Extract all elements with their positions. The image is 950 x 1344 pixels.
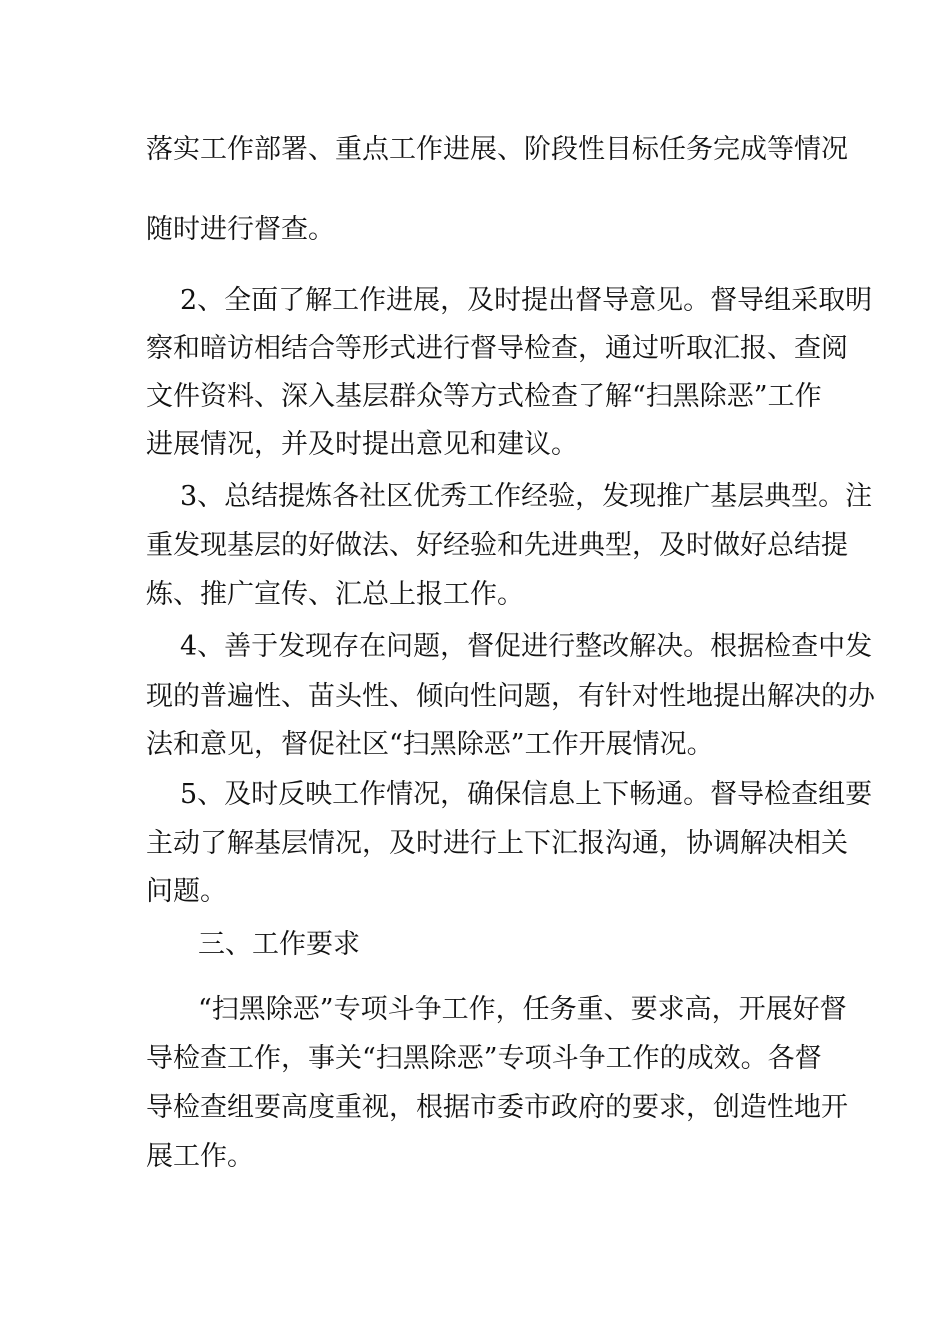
text-line: 进展情况，并及时提出意见和建议。 xyxy=(146,429,578,460)
text-line: 察和暗访相结合等形式进行督导检查，通过听取汇报、查阅 xyxy=(146,333,848,364)
text-line: 法和意见，督促社区“扫黑除恶”工作开展情况。 xyxy=(146,729,714,760)
text-line: 随时进行督查。 xyxy=(146,214,335,245)
text-line: 重发现基层的好做法、好经验和先进典型，及时做好总结提 xyxy=(146,530,848,561)
text-line: 展工作。 xyxy=(146,1141,254,1172)
paragraph-5-line: 5、及时反映工作情况，确保信息上下畅通。督导检查组要 xyxy=(180,779,873,810)
text-line: 主动了解基层情况，及时进行上下汇报沟通，协调解决相关 xyxy=(146,828,848,859)
paragraph-2-line: 2、全面了解工作进展，及时提出督导意见。督导组采取明 xyxy=(180,285,873,316)
text-line: 文件资料、深入基层群众等方式检查了解“扫黑除恶”工作 xyxy=(146,381,822,412)
section-heading: 三、工作要求 xyxy=(198,929,360,960)
paragraph-4-line: 4、善于发现存在问题，督促进行整改解决。根据检查中发 xyxy=(180,631,873,662)
text-line: 炼、推广宣传、汇总上报工作。 xyxy=(146,579,524,610)
text-line: 落实工作部署、重点工作进展、阶段性目标任务完成等情况 xyxy=(146,134,848,165)
text-line: 导检查组要高度重视，根据市委市政府的要求，创造性地开 xyxy=(146,1092,848,1123)
text-line: 问题。 xyxy=(146,876,227,907)
text-line: 现的普遍性、苗头性、倾向性问题，有针对性地提出解决的办 xyxy=(146,681,875,712)
paragraph-3-line: 3、总结提炼各社区优秀工作经验，发现推广基层典型。注 xyxy=(180,481,873,512)
text-line: 导检查工作，事关“扫黑除恶”专项斗争工作的成效。各督 xyxy=(146,1043,822,1074)
paragraph-requirements-line: “扫黑除恶”专项斗争工作，任务重、要求高，开展好督 xyxy=(198,994,847,1025)
